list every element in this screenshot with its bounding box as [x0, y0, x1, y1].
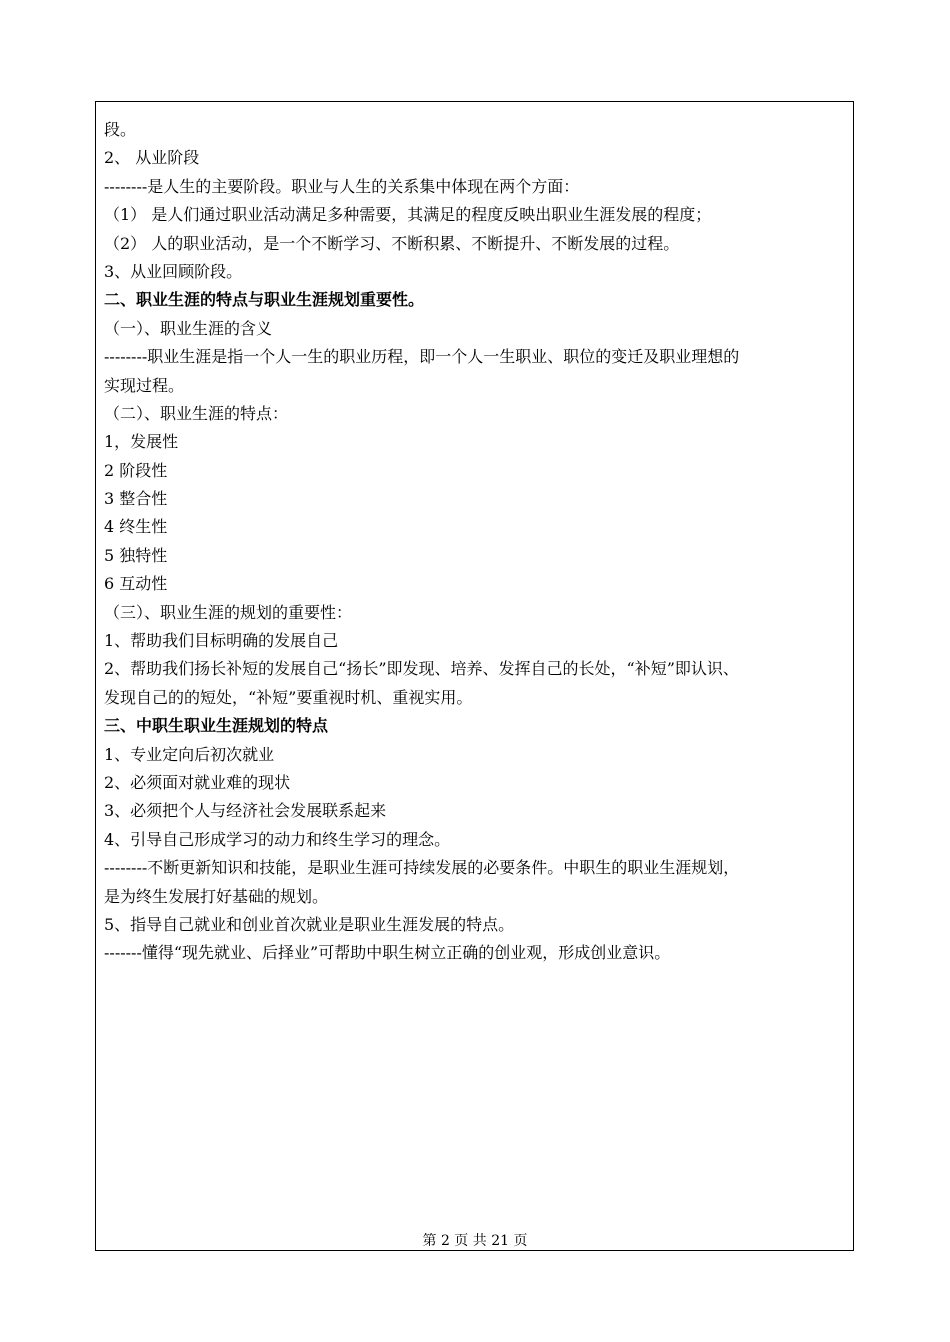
text-line: 3 整合性: [104, 489, 168, 509]
text-line: 2、帮助我们扬长补短的发展自己“扬长”即发现、培养、发挥自己的长处，“补短”即认识、: [104, 659, 739, 679]
text-line: 5 独特性: [104, 545, 168, 565]
text-line: （一）、职业生涯的含义: [104, 318, 273, 338]
text-line: 1、专业定向后初次就业: [104, 744, 275, 764]
text-line: （2） 人的职业活动，是一个不断学习、不断积累、不断提升、不断发展的过程。: [104, 233, 680, 253]
text-line: --------不断更新知识和技能，是职业生涯可持续发展的必要条件。中职生的职业生涯规划，: [104, 858, 740, 878]
text-line: 2、必须面对就业难的现状: [104, 772, 291, 792]
section-heading: 二、职业生涯的特点与职业生涯规划重要性。: [104, 290, 425, 310]
text-line: -------懂得“现先就业、后择业”可帮助中职生树立正确的创业观，形成创业意识。: [104, 943, 671, 963]
section-heading: 三、中职生职业生涯规划的特点: [104, 716, 329, 736]
text-line: 段。: [104, 120, 137, 139]
text-line: 1，发展性: [104, 432, 179, 452]
text-line: 2 阶段性: [104, 460, 168, 480]
document-body: [104, 116, 852, 968]
text-line: （二）、职业生涯的特点：: [104, 403, 289, 423]
text-line: 3、必须把个人与经济社会发展联系起来: [104, 801, 387, 821]
page-frame: [95, 101, 854, 1251]
text-line: 2、 从业阶段: [104, 148, 200, 168]
text-line: （1） 是人们通过职业活动满足多种需要，其满足的程度反映出职业生涯发展的程度；: [104, 205, 712, 225]
text-line: （三）、职业生涯的规划的重要性：: [104, 602, 353, 622]
text-line: 发现自己的的短处，“补短”要重视时机、重视实用。: [104, 687, 473, 707]
text-line: 3、从业回顾阶段。: [104, 261, 243, 281]
text-line: 是为终生发展打好基础的规划。: [104, 886, 329, 906]
text-line: --------是人生的主要阶段。职业与人生的关系集中体现在两个方面：: [104, 176, 580, 196]
text-line: 4、引导自己形成学习的动力和终生学习的理念。: [104, 829, 451, 849]
text-line: 6 互动性: [104, 574, 168, 594]
text-line: 4 终生性: [104, 517, 168, 537]
text-line: 1、帮助我们目标明确的发展自己: [104, 631, 339, 651]
text-line: 实现过程。: [104, 375, 185, 395]
page-footer: 第 2 页 共 21 页: [422, 1233, 528, 1249]
text-line: 5、指导自己就业和创业首次就业是职业生涯发展的特点。: [104, 914, 515, 934]
text-line: --------职业生涯是指一个人一生的职业历程，即一个人一生职业、职位的变迁及职业理想的: [104, 347, 740, 367]
